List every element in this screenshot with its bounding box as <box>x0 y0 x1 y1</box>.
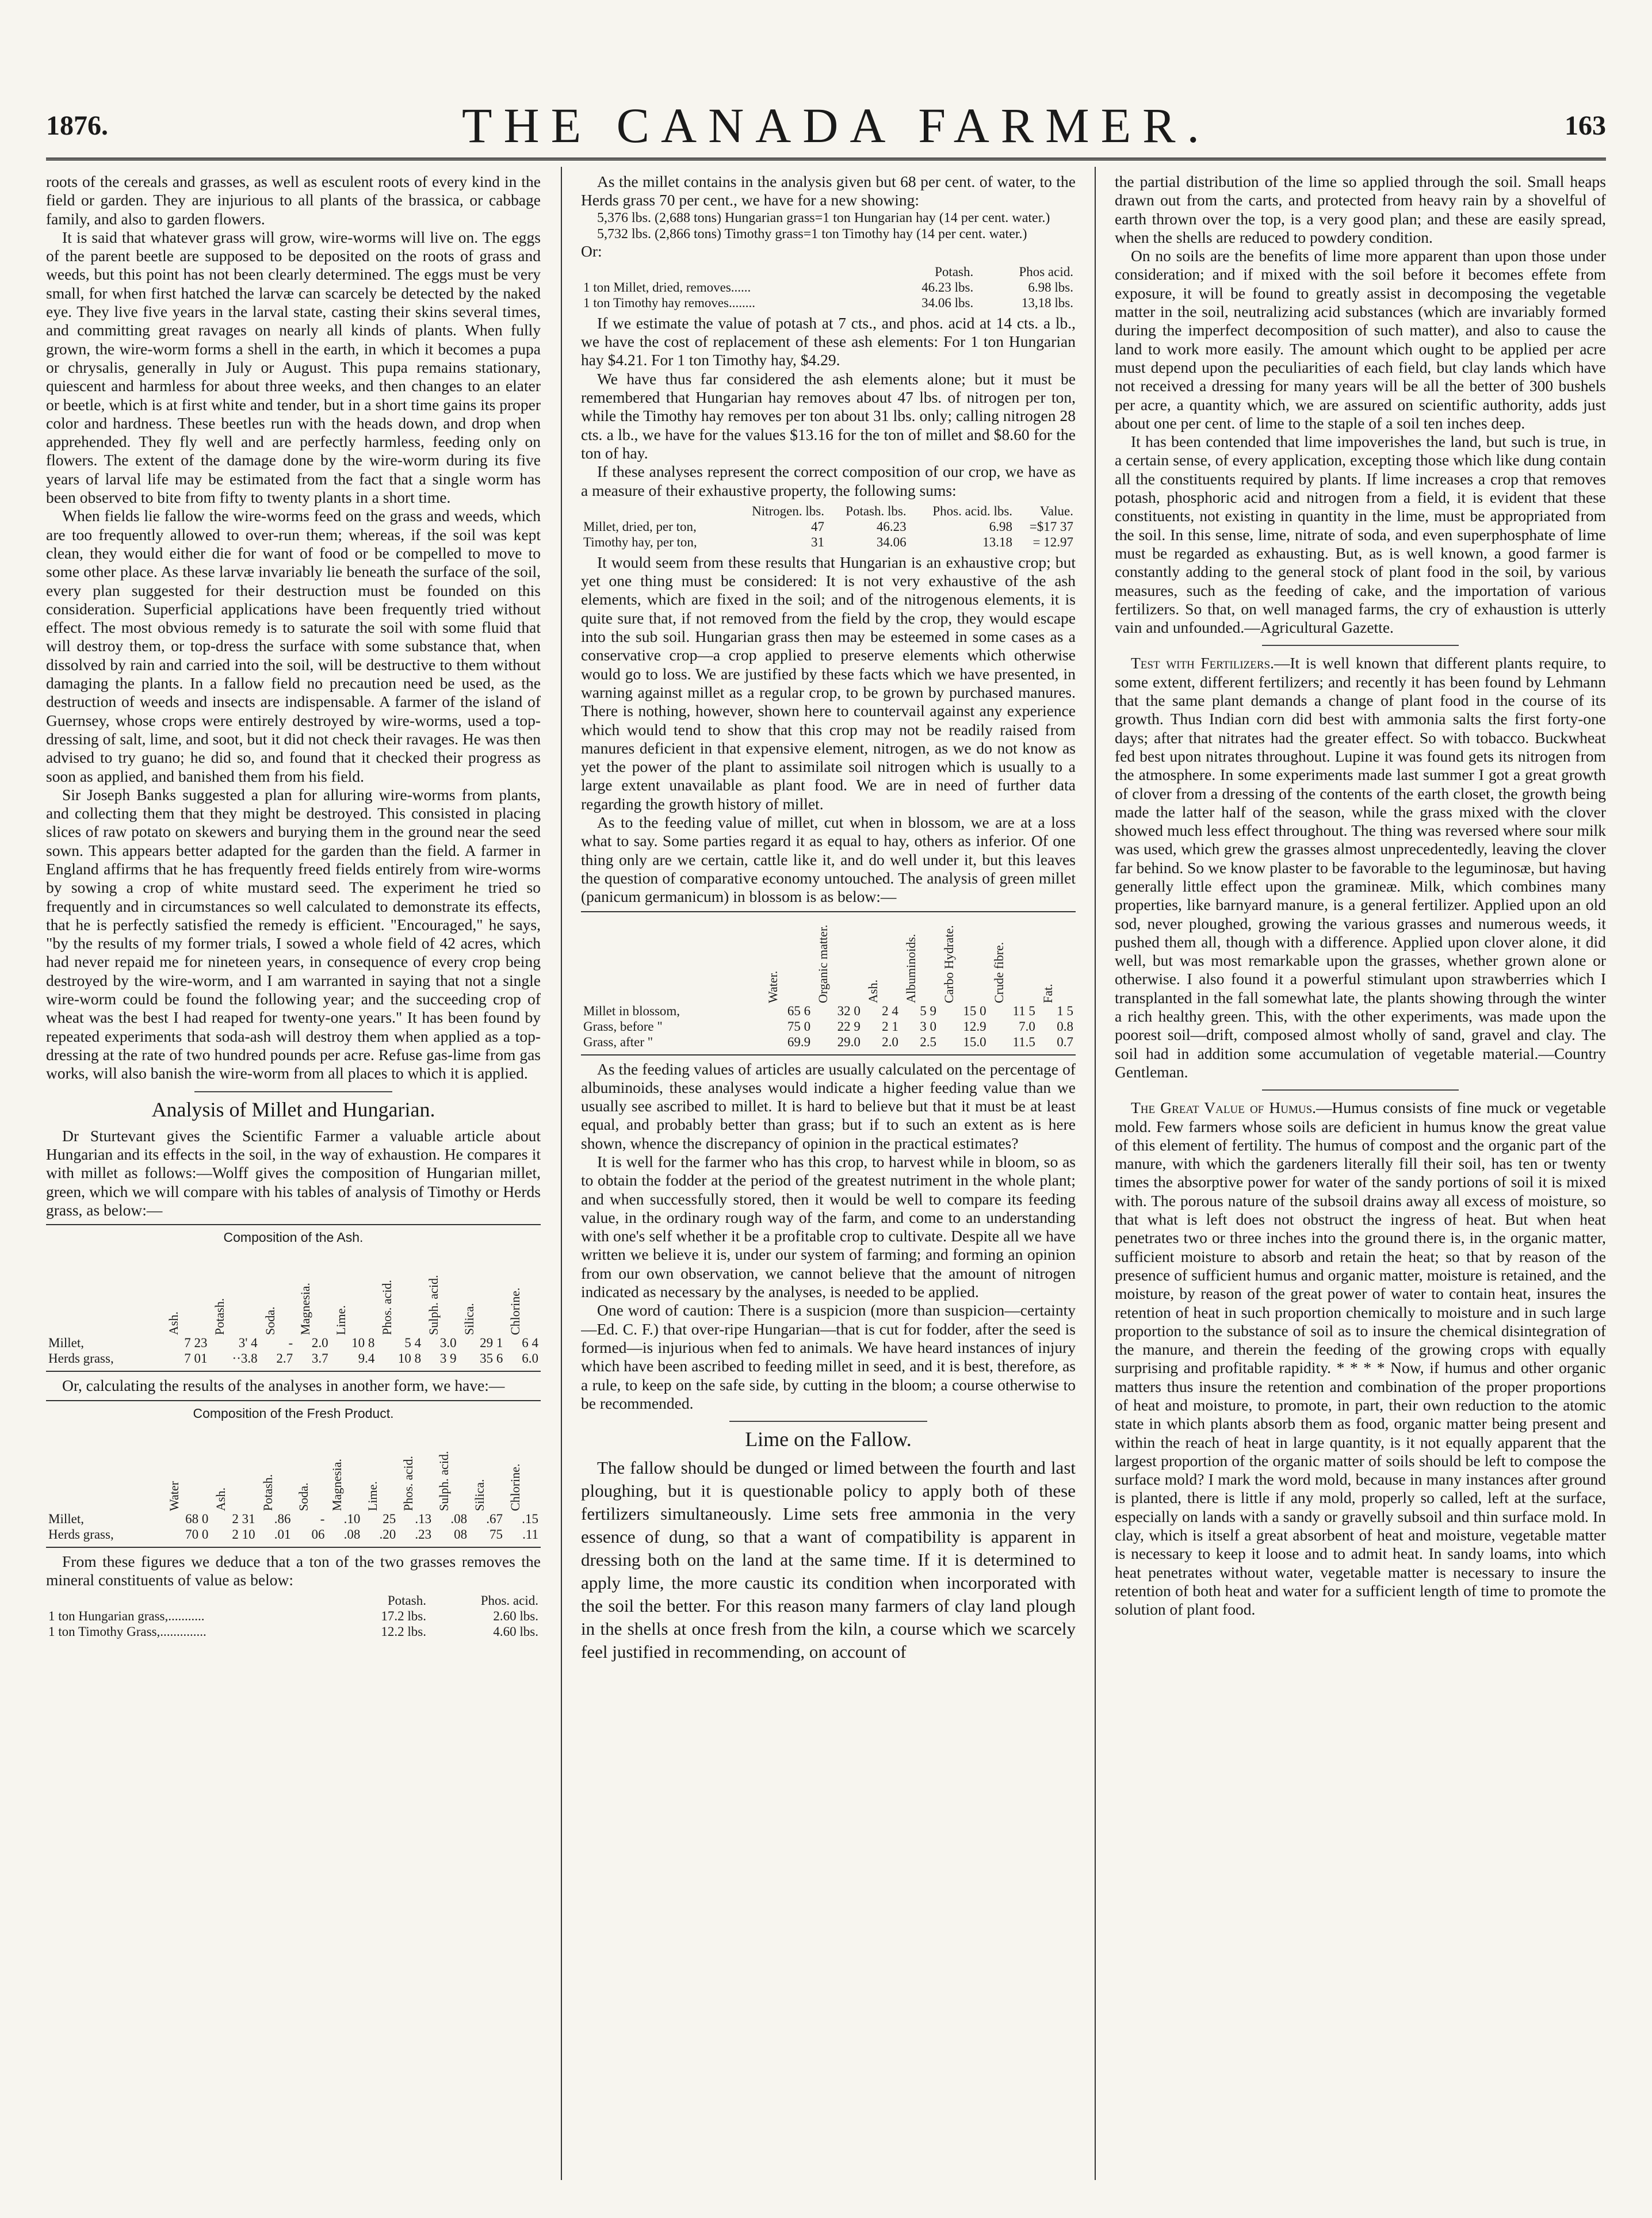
table-cell: 3 9 <box>439 1351 457 1366</box>
issue-year: 1876. <box>46 110 108 141</box>
table-cell: 10 8 <box>397 1351 422 1366</box>
table-cell: 75 <box>489 1527 503 1542</box>
row-label: Millet in blossom, <box>583 1003 680 1018</box>
table-row <box>46 1335 541 1351</box>
table-cell: 34.06 <box>876 534 907 549</box>
paragraph: Or: <box>581 242 602 260</box>
table-cell: 9.4 <box>358 1351 375 1366</box>
column-header <box>581 503 730 519</box>
table-row <box>46 1624 541 1639</box>
column-header: Carbo Hydrate. <box>941 924 956 1003</box>
table-row <box>581 519 1076 534</box>
paragraph: Sir Joseph Banks suggested a plan for alluring wire-worms from plants, and collecting them that they might be destroyed. This consisted in placing slices of raw potato on skewers and burying them in the ground near the seed sown. This appears better adapted for the garden than the field. A farmer in England affirms that he has frequently freed fields entirely from wire-worms by sowing a crop of white mustard seed. The experiment he tried so frequently and in circumstances so well calculated to demonstrate its effects, that he is perfectly satisfied the remedy is efficient. "Encouraged," he says, "by the results of my former trials, I sowed a whole field of 42 acres, which had never repaid me for nineteen years, in consequence of every crop being destroyed by the wire-worm, and I am warranted in saying that not a single wire-worm could be found the following year; and the succeeding crop of wheat was the best I had reaped for twenty-one years." It has been found by repeated experiments that soda-ash will destroy them when applied as a top-dressing at the rate of two hundred pounds per acre. Refuse gas-lime from gas works, will also banish the wire-worm from all places to which it is applied. <box>46 785 541 1083</box>
newspaper-title: THE CANADA FARMER. <box>461 98 1211 153</box>
green-millet-table <box>581 911 1076 1056</box>
table-caption: Composition of the Ash. <box>223 1230 364 1245</box>
column-header: Potash. <box>212 1298 227 1336</box>
article-heading: Analysis of Millet and Hungarian. <box>151 1097 435 1121</box>
table-cell: 46.23 lbs. <box>921 280 974 295</box>
table-row <box>46 1527 541 1542</box>
column-header: Water <box>167 1481 182 1511</box>
table-cell: 0.7 <box>1057 1034 1073 1049</box>
column-header: Phos. acid. lbs. <box>932 503 1013 518</box>
column-header: Organic matter. <box>816 924 831 1003</box>
paragraph: One word of caution: There is a suspicion (more than suspicion—certainty—Ed. C. F.) that over-ripe Hungarian—that is cut for fodder, after the seed is formed—is injurious when fed to animals. We have heard instances of injury which have been ascribed to feeding millet in seed, and it is best, therefore, as a rule, to keep on the safe side, by cutting in the bloom; a course otherwise to be recommended. <box>581 1301 1076 1412</box>
table-cell: 17.2 lbs. <box>381 1609 426 1624</box>
column-header: Magnesia. <box>298 1283 313 1336</box>
table-row <box>581 534 1076 550</box>
paragraph: As to the feeding value of millet, cut when in blossom, we are at a loss what to say. Some parties regard it as equal to hay, others as inferior. Of one thing only are we certain, cattle like it, and do well under it, but this leaves the question of comparative economy untouched. The analysis of green millet (panicum germanicum) in blossom is as below:— <box>581 813 1076 906</box>
per-ton-table <box>46 1593 541 1639</box>
column-header <box>46 1425 164 1511</box>
column-header: Silica. <box>472 1479 487 1511</box>
row-label: 1 ton Hungarian grass,........... <box>48 1609 205 1624</box>
table-row <box>581 280 1076 295</box>
table-cell: 70 0 <box>185 1527 209 1542</box>
column-3 <box>1115 173 1606 2174</box>
column-header: Water. <box>766 970 781 1003</box>
column-header: Lime. <box>333 1305 348 1336</box>
table-cell: =$17 37 <box>1029 519 1073 534</box>
masthead-rule <box>46 158 1606 160</box>
table-row <box>46 1351 541 1366</box>
table-cell: 6.98 <box>989 519 1013 534</box>
paragraph: As the millet contains in the analysis given but 68 per cent. of water, to the Herds grass 70 per cent., we have for a new showing: <box>581 173 1076 209</box>
section-separator <box>1262 1089 1459 1091</box>
table-cell: ··3.8 <box>232 1351 258 1366</box>
column-header: Fat. <box>1040 983 1055 1003</box>
table-cell: 13,18 lbs. <box>1021 295 1073 310</box>
section-separator <box>1262 645 1459 646</box>
table-cell: 75 0 <box>787 1019 811 1034</box>
column-header: Chlorine. <box>508 1287 523 1336</box>
column-header: Phos acid. <box>1019 264 1073 279</box>
paragraph: It has been contended that lime impoverishes the land, but such is true, in a certain sense, of every application, excepting those which like dung contain all the constituents required by plants. If lime increases a crop that removes potash, phosphoric acid and nitrogen from a field, it is evident that these constituents, not existing in quantity in the lime, must be appropriated from the soil. In this sense, lime, nitrate of soda, and even superphosphate of lime must be regarded as exhausting. But, as is well known, a good farmer is constantly adding to the general stock of plant food in the soil, by various measures, such as the feeding of cake, and the importation of various fertilizers. So that, on well managed farms, the cry of exhaustion is utterly vain and unfounded.—Agricultural Gazette. <box>1115 433 1606 637</box>
column-1 <box>46 173 541 2174</box>
paragraph: On no soils are the benefits of lime more apparent than upon those under consideration; and if mixed with the soil before it becomes effete from exposure, it will be found to greatly assist in decomposing the vegetable matter in the soil, neutralizing acid substances (which are invariably formed during the imperfect decomposition of such matter), and also to cause the land to work more easily. The amount which ought to be applied per acre must depend upon the peculiarities of each field, but clay lands which have not received a dressing for many years will be all the better of 300 bushels per acre, a quantity which, we are assured on scientific authority, adds just about one per cent. of lime to the staple of a soil ten inches deep. <box>1115 247 1606 432</box>
table-header-row <box>46 1249 541 1335</box>
paragraph: roots of the cereals and grasses, as well as esculent roots of every kind in the field or garden. They are injurious to all plants of the brassica, or cabbage family, and also to garden flowers. <box>46 173 541 228</box>
column-header: Sulph. acid. <box>437 1451 452 1511</box>
column-header: Potash. <box>935 264 974 279</box>
paragraph <box>1115 1099 1606 1619</box>
column-divider <box>1095 167 1096 2180</box>
table-cell: 29 1 <box>480 1336 503 1351</box>
table-cell: 0.8 <box>1057 1019 1073 1034</box>
table-cell: 2 10 <box>232 1527 255 1542</box>
article-heading: Lime on the Fallow. <box>745 1428 912 1451</box>
table-cell: 2.0 <box>311 1336 328 1351</box>
column-header: Ash. <box>865 979 880 1003</box>
table-cell: - <box>320 1511 325 1526</box>
column-header: Nitrogen. lbs. <box>752 503 824 518</box>
exhaustive-sums-table <box>581 503 1076 550</box>
row-label: 1 ton Timothy Grass,.............. <box>48 1624 206 1639</box>
paragraph: We have thus far considered the ash elements alone; but it must be remembered that Hungarian hay removes about 47 lbs. of nitrogen per ton, while the Timothy hay removes per ton about 31 lbs. only; calling nitrogen 28 cts. a lb., we have for the values $13.16 for the ton of millet and $8.60 for the ton of hay. <box>581 369 1076 462</box>
table-cell: 2 1 <box>882 1019 898 1034</box>
table-cell: 15 0 <box>963 1003 986 1018</box>
table-cell: .11 <box>522 1527 538 1542</box>
table-cell: .13 <box>415 1511 432 1526</box>
table-cell: 68 0 <box>185 1511 209 1526</box>
item-body: —Humus consists of fine muck or vegetable mold. Few farmers whose soils are deficient in humus know the great value of this element of fertility. The humus of compost and the organic part of the manure, with which the gardeners literally fill their soil, has ten or twenty times the absorptive power for water of the sandy portions of soil it is mixed with. The porous nature of the subsoil drains away all excess of moisture, so that what is left does not obstruct the ingress of heat. But when heat penetrates two or three inches into the ground there is, in the organic matter, sufficient moisture to absorb and retain the heat; so that by reason of the presence of sufficient humus and organic matter, moisture is retained, and the moisture, by reason of the great power of water to contain heat, insures the retention of heat in such proportion chemically to moisture and in such large proportion to the substance of soil as to insure the chemical disintegration of the manure, and therein the feeding of the growing crops with equally surprising and profitable rapidity. * * * * Now, if humus and other organic matters thus insure the retention and combination of the proper proportions of heat and moisture, to promote, in part, their own reduction to the atomic state in which plants absorb them as food, organic matter being present and within the reach of heat in large quantity, is it not equally apparent that the largest proportion of the organic matter of soils should be left to compose the surface mold? I mark the word mold, because in many instances after ground is planted, there is little if any mold, properly so called, left at the surface, especially on lands with a sandy or gravelly subsoil and thin surface mold. In clay, which is itself a great absorbent of heat and moisture, vegetable matter is necessary to keep it loose and to admit heat. In sandy loams, into which heat penetrates without water, vegetable matter is necessary to insure the retention of both heat and water for a sufficient length of time to promote the solution of plant food. <box>1115 1099 1606 1619</box>
equation-line: 5,732 lbs. (2,866 tons) Timothy grass=1 ton Timothy hay (14 per cent. water.) <box>597 226 1027 242</box>
paragraph <box>1115 654 1606 1081</box>
fresh-product-table <box>46 1400 541 1548</box>
table-cell: 46.23 <box>876 519 907 534</box>
table-row <box>46 1511 541 1527</box>
table-cell: 65 6 <box>787 1003 811 1018</box>
paragraph: Dr Sturtevant gives the Scientific Farmer a valuable article about Hungarian and its effects in the soil, in the way of exhaustion. He compares it with millet as follows:—Wolff gives the composition of Hungarian millet, green, which we will compare with his tables of analysis of Timothy or Herds grass, as below:— <box>46 1126 541 1219</box>
table-header-row <box>581 503 1076 519</box>
column-header: Phos. acid. <box>480 1593 538 1608</box>
column-header <box>581 264 880 280</box>
table-row <box>581 1003 1076 1019</box>
table-row <box>581 295 1076 311</box>
paragraph: It is well for the farmer who has this crop, to harvest while in bloom, so as to obtain the fodder at the period of the greatest nutriment in the whole plant; and when successfully stored, then it would be well to compare its feeding value, in the ordinary rough way of the farm, and come to an understanding with one's self whether it be a profitable crop to cultivate. Despite all we have written we believe it is, under our system of farming; and forming an opinion from our own observation, we cannot believe that the amount of nitrogen indicated as necessary by the analyses, is needed to be applied. <box>581 1152 1076 1301</box>
paragraph: From these figures we deduce that a ton of the two grasses removes the mineral constituents of value as below: <box>46 1552 541 1589</box>
item-body: —It is well known that different plants require, to some extent, different fertilizers; and recently it has been found by Lehmann that the same plant demands a change of plant food in the course of its growth. Thus Indian corn did best with ammonia salts the first forty-one days; after that nitrates had the greater effect. So with tobacco. Buckwheat fed best upon nitrates throughout. Lupine it was found gets its nitrogen from the atmosphere. In some experiments made last summer I got a great growth of clover from a dressing of the contents of the earth closet, the growth being made the latter half of the season, while the grass mixed with the clover showed much less effect throughout. The thing was reversed where sour milk was used, which grew the grasses almost unprecedentedly, leaving the clover far behind. So we know plaster to be favorable to the leguminosæ, but having generally little effect upon the gramineæ. Milk, which combines many properties, like barnyard manure, is a general fertilizer. Applied upon an old sod, never ploughed, growing the various grasses and numerous weeds, it pushed them all, though with a difference. Applied upon clover alone, it did well, but was most remarkable upon the grasses, whether grown alone or otherwise. I also found it a powerful stimulant upon strawberries which I transplanted in the fall somewhat late, the plants showing through the winter a rich healthy green. This, with the other experiments, was made upon the poorest soil—drift, composed almost wholly of sand, gravel and clay. The soil had in addition some accumulation of vegetable material.—Country Gentleman. <box>1115 654 1606 1081</box>
paragraph: Or, calculating the results of the analyses in another form, we have:— <box>62 1376 505 1395</box>
table-cell: 35 6 <box>480 1351 503 1366</box>
table-cell: 13.18 <box>982 534 1013 549</box>
paragraph: the partial distribution of the lime so applied through the soil. Small heaps drawn out from the carts, and protected from heavy rain by a shovelful of earth thrown over the top, is a very good plan; and these are easily spread, when the shells are reduced to powdery condition. <box>1115 173 1606 246</box>
column-header: Crude fibre. <box>991 942 1006 1003</box>
column-header <box>46 1249 163 1335</box>
table-cell: 34.06 lbs. <box>921 295 974 310</box>
table-cell: 22 9 <box>837 1019 861 1034</box>
paragraph: If we estimate the value of potash at 7 cts., and phos. acid at 14 cts. a lb., we have the cost of replacement of these ash elements: For 1 ton Hungarian hay $4.21. For 1 ton Timothy hay, $4.29. <box>581 313 1076 369</box>
column-header: Sulph. acid. <box>426 1275 441 1336</box>
item-lead: Test with Fertilizers. <box>1131 654 1275 672</box>
masthead <box>46 98 1606 153</box>
row-label: Grass, before " <box>583 1019 663 1034</box>
table-cell: 11 5 <box>1012 1003 1035 1018</box>
table-cell: 6.0 <box>522 1351 538 1366</box>
table-cell: 2.0 <box>882 1034 898 1049</box>
table-cell: .08 <box>450 1511 468 1526</box>
row-label: Grass, after " <box>583 1034 653 1049</box>
table-cell: 15.0 <box>963 1034 986 1049</box>
table-cell: 6 4 <box>522 1336 538 1351</box>
table-cell: = 12.97 <box>1032 534 1073 549</box>
column-2 <box>581 173 1076 2174</box>
table-cell: .67 <box>486 1511 503 1526</box>
table-cell: 32 0 <box>837 1003 861 1018</box>
table-cell: .20 <box>379 1527 396 1542</box>
paragraph: When fields lie fallow the wire-worms feed on the grass and weeds, which are too frequently allowed to over-run them; whereas, if the soil was kept clean, they would either die for want of food or be compelled to move to some other place. As these larvæ invariably lie beneath the surface of the soil, every plan suggested for their destruction must be founded on this consideration. Superficial applications have been frequently tried without effect. The most obvious remedy is to saturate the soil with some fluid that will destroy them, or top-dress the surface with some substance that, when dissolved by rain and carried into the soil, will be destructive to them without damaging the plants. In a fallow field no precaution need be used, as the destruction of weeds and insects are indispensable. A farmer of the island of Guernsey, whose crops were entirely destroyed by wire-worms, used a top-dressing of salt, lime, and soot, but it did not check their ravages. He was then advised to try guano; he did so, and found that it checked their progress as soon as applied, and banished them from his field. <box>46 507 541 785</box>
table-cell: 12.2 lbs. <box>381 1624 426 1639</box>
table-cell: 31 <box>810 534 824 549</box>
paragraph: If these analyses represent the correct composition of our crop, we have as a measure of their exhaustive property, the following sums: <box>581 462 1076 499</box>
table-cell: 3' 4 <box>238 1336 258 1351</box>
table-cell: .10 <box>343 1511 361 1526</box>
row-label: 1 ton Millet, dried, removes...... <box>583 280 751 295</box>
table-cell: 3.7 <box>311 1351 328 1366</box>
equation-line: 5,376 lbs. (2,688 tons) Hungarian grass=1 ton Hungarian hay (14 per cent. water.) <box>597 210 1050 225</box>
table-cell: 7.0 <box>1019 1019 1035 1034</box>
column-header: Lime. <box>365 1481 380 1511</box>
page-number: 163 <box>1564 110 1606 141</box>
column-header: Albuminoids. <box>903 934 918 1003</box>
row-label: Millet, <box>48 1511 84 1526</box>
table-cell: 47 <box>810 519 824 534</box>
table-row <box>46 1608 541 1624</box>
table-cell: .86 <box>274 1511 291 1526</box>
table-cell: 2 31 <box>232 1511 255 1526</box>
ash-composition-table <box>46 1224 541 1372</box>
column-header: Value. <box>1039 503 1073 518</box>
column-header: Soda. <box>262 1306 277 1336</box>
table-cell: 5 9 <box>920 1003 936 1018</box>
paragraph: It is said that whatever grass will grow, wire-worms will live on. The eggs of the parent beetle are supposed to be deposited on the roots of grass and weeds, but this point has not been clearly determined. The eggs must be very small, for when first hatched the larvæ can scarcely be detected by the naked eye. They live five years in the larval state, casting their skins several times, and committing great ravages on nearly all kinds of plants. When fully grown, the wire-worm forms a shell in the earth, in which it becomes a pupa or chrysalis, generally in July or August. This pupa remains stationary, quiescent and harmless for about three weeks, and then changes to an elater or beetle, which is at first white and tender, but in a short time gains its proper color and hardness. These beetles run with the heads down, and drop when apprehended. They fly well and are perfectly harmless, feeding only on flowers. The extent of the damage done by the wire-worm during its five years of larval life may be estimated from the fact that a single worm has been observed to bite from fifty to twenty plants in a short time. <box>46 228 541 507</box>
dried-removal-table <box>581 264 1076 311</box>
column-divider <box>561 167 562 2180</box>
table-cell: 12.9 <box>963 1019 986 1034</box>
column-header: Potash. <box>387 1593 426 1608</box>
column-header: Phos. acid. <box>380 1280 395 1336</box>
table-header-row <box>581 917 1076 1003</box>
table-header-row <box>46 1425 541 1511</box>
row-label: Timothy hay, per ton, <box>583 534 697 549</box>
column-header: Chlorine. <box>507 1463 522 1511</box>
table-cell: 08 <box>454 1527 468 1542</box>
table-cell: - <box>288 1336 293 1351</box>
row-label: Millet, <box>48 1336 84 1351</box>
table-cell: 2.60 lbs. <box>493 1609 538 1624</box>
paragraph: It would seem from these results that Hungarian is an exhaustive crop; but yet one thing must be considered: It is not very exhaustive of the ash elements, which are fixed in the soil; and of the nitrogenous elements, it is quite sure that, if not removed from the field by the crop, they would escape into the sub soil. Hungarian grass then may be esteemed in some cases as a conservative crop—a crop applied to preserve elements which otherwise would go to loss. We are justified by these facts which we have presented, in warning against millet as a regular crop, to be grown by purchased manures. There is nothing, however, shown here to countervail against any experience which would tend to show that this crop may not be readily raised from manures deficient in that expensive element, nitrogen, as we do not know as yet the power of the plant to assimilate soil nitrogen which is usually to a large extent unavailable as plant food. We are in need of further data regarding the growth history of millet. <box>581 553 1076 813</box>
table-cell: 2 4 <box>882 1003 898 1018</box>
paragraph: The fallow should be dunged or limed between the fourth and last ploughing, but it is questionable policy to apply both of these fertilizers simultaneously. Lime sets free ammonia in the very essence of dung, so that a want of compatibility is apparent in dressing both on the land at the same time. If it is determined to apply lime, the more caustic its condition when incorporated with the soil the better. For this reason many farmers of clay land plough in the shells at once fresh from the kiln, a course which we scarcely feel justified in recommending, on account of <box>581 1458 1076 1662</box>
table-cell: 4.60 lbs. <box>493 1624 538 1639</box>
column-header: Magnesia. <box>330 1458 345 1511</box>
table-cell: 69.9 <box>787 1034 811 1049</box>
row-label: Herds grass, <box>48 1527 114 1542</box>
table-cell: .23 <box>415 1527 432 1542</box>
table-cell: 11.5 <box>1012 1034 1035 1049</box>
paragraph: As the feeding values of articles are usually calculated on the percentage of albuminoids, these analyses would indicate a higher feeding value than we usually see ascribed to millet. It is hard to believe but that it must be at least equal, and probably better than grass; but if to such an extent as is here shown, whence the discrepancy of opinion in the practical estimates? <box>581 1060 1076 1152</box>
row-label: Herds grass, <box>48 1351 114 1366</box>
column-header: Potash. <box>260 1474 275 1511</box>
table-cell: .08 <box>343 1527 361 1542</box>
section-separator <box>194 1091 392 1092</box>
table-cell: 3 0 <box>920 1019 936 1034</box>
table-cell: 7 01 <box>184 1351 208 1366</box>
item-lead: The Great Value of Humus. <box>1131 1099 1317 1117</box>
column-header: Ash. <box>166 1311 181 1336</box>
table-cell: 25 <box>383 1511 396 1526</box>
column-header <box>581 917 763 1003</box>
column-header: Silica. <box>461 1303 476 1336</box>
table-cell: 29.0 <box>837 1034 861 1049</box>
table-cell: .15 <box>522 1511 538 1526</box>
table-cell: 1 5 <box>1057 1003 1073 1018</box>
row-label: 1 ton Timothy hay removes........ <box>583 295 756 310</box>
table-cell: 6.98 lbs. <box>1028 280 1073 295</box>
table-row <box>581 1019 1076 1034</box>
table-cell: 10 8 <box>351 1336 375 1351</box>
table-row <box>581 1034 1076 1050</box>
table-cell: 7 23 <box>184 1336 208 1351</box>
table-caption: Composition of the Fresh Product. <box>193 1405 394 1421</box>
column-header: Phos. acid. <box>401 1455 416 1511</box>
table-cell: 5 4 <box>404 1336 422 1351</box>
table-cell: 3.0 <box>439 1336 457 1351</box>
column-header: Ash. <box>213 1487 228 1511</box>
table-cell: 2.7 <box>276 1351 293 1366</box>
table-cell: 2.5 <box>920 1034 936 1049</box>
column-header <box>46 1593 339 1608</box>
column-header: Potash. lbs. <box>846 503 907 518</box>
table-cell: 06 <box>311 1527 325 1542</box>
section-separator <box>729 1421 927 1422</box>
table-header-row <box>581 264 1076 280</box>
row-label: Millet, dried, per ton, <box>583 519 697 534</box>
column-header: Soda. <box>296 1482 311 1511</box>
table-cell: .01 <box>274 1527 291 1542</box>
table-header-row <box>46 1593 541 1608</box>
